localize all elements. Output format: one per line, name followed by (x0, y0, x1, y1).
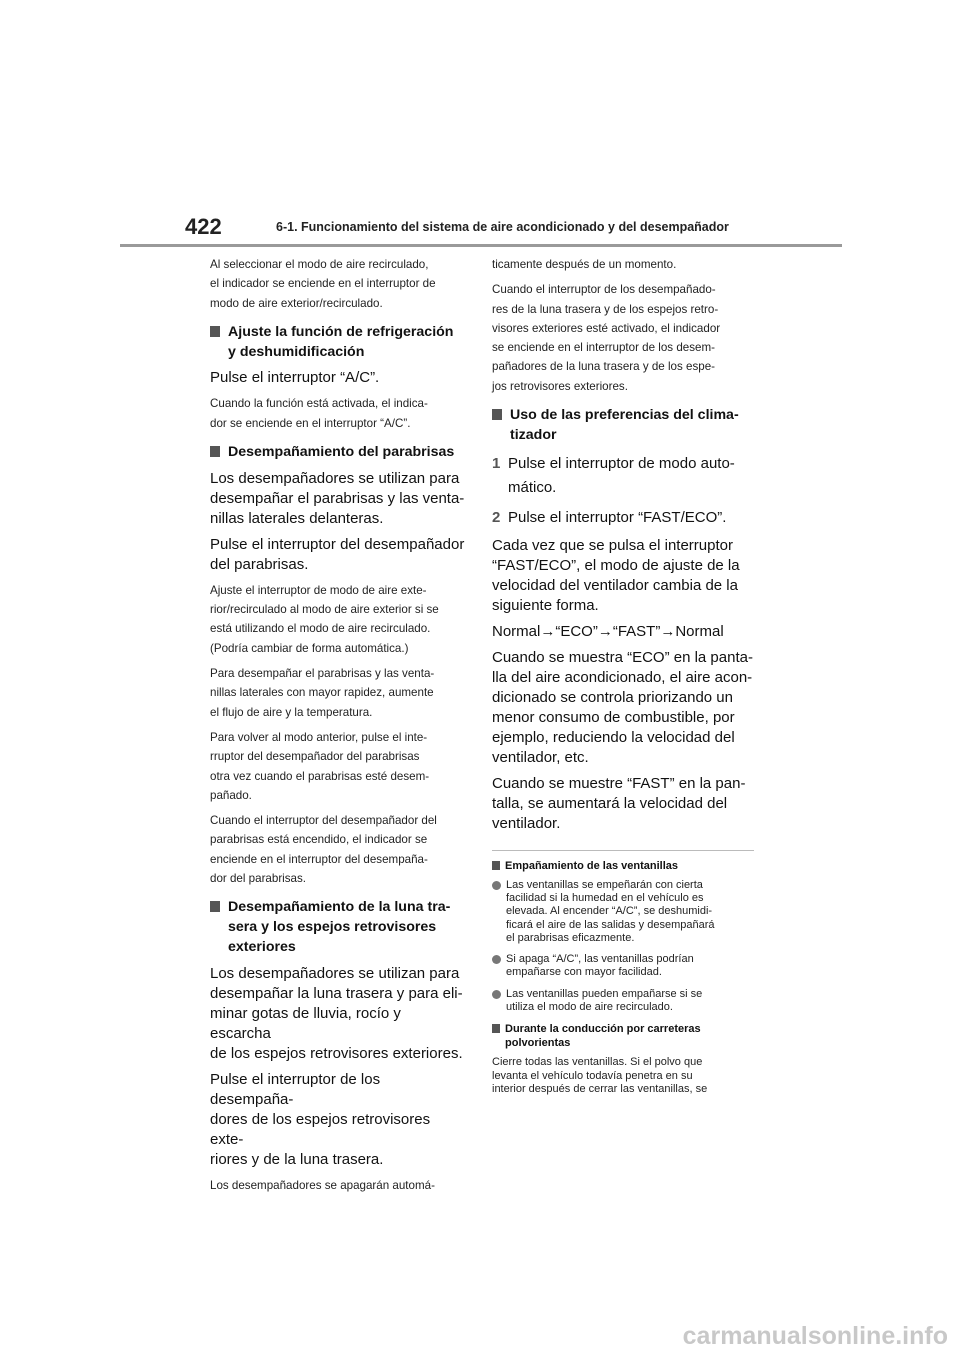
step-number: 2 (492, 508, 501, 526)
text-line: modo de aire exterior/recirculado. (210, 296, 383, 310)
text-line: Si apaga “A/C”, las ventanillas podrían (506, 953, 694, 966)
step-2 (492, 506, 754, 530)
rear-defogger-heading (210, 898, 465, 957)
text-line: el indicador se enciende en el interruptor de (210, 277, 436, 291)
notes-divider (492, 850, 754, 851)
windshield-text-1 (210, 469, 465, 529)
text-line: desempañar el parabrisas y las venta- (210, 489, 465, 507)
rear-defogger-note-continued: ticamente después de un momento. (492, 258, 677, 271)
step-1 (492, 452, 754, 500)
text-line: Cuando el interruptor del desempañador del (210, 814, 437, 828)
windshield-heading (210, 443, 465, 463)
windshield-note-4 (210, 811, 465, 888)
text-line: “FAST/ECO”, el modo de ajuste de la (492, 556, 740, 574)
text-line: nillas laterales con mayor rapidez, aumente (210, 686, 434, 700)
text-line: mático. (508, 478, 557, 496)
preferences-text-3 (492, 774, 754, 834)
text-line: jos retrovisores exteriores. (492, 379, 628, 393)
text-line: facilidad si la humedad en el vehículo es (506, 891, 704, 904)
text-line: empañarse con mayor facilidad. (506, 966, 662, 979)
text-line: Las ventanillas pueden empañarse si se (506, 987, 703, 1000)
list-item (492, 953, 754, 980)
left-column (210, 255, 465, 1201)
square-bullet-icon (210, 326, 220, 337)
text-line: Pulse el interruptor del desempañador (210, 535, 465, 553)
windshield-note-3 (210, 728, 465, 805)
heading-line: sera y los espejos retrovisores (228, 919, 437, 936)
heading-line: Desempañamiento de la luna tra- (228, 899, 451, 916)
heading-line: Uso de las preferencias del clima- (510, 407, 739, 424)
rear-defogger-note-2 (492, 280, 754, 396)
text-line: el flujo de aire y la temperatura. (210, 705, 373, 719)
heading-line: polvorientas (505, 1037, 571, 1050)
text-line: de los espejos retrovisores exteriores. (210, 1044, 463, 1062)
step-number: 1 (492, 454, 501, 472)
text-line: Para desempañar el parabrisas y las venta- (210, 667, 435, 681)
heading-line: y deshumidificación (228, 343, 365, 360)
text-line: ficará el aire de las salidas y desempañará (506, 918, 715, 931)
page-header (0, 0, 960, 250)
window-fogging-heading (492, 859, 754, 873)
text-line: Cuando el interruptor de los desempañado- (492, 283, 716, 297)
text-line: Cuando se muestra “ECO” en la panta- (492, 648, 753, 666)
text-line: otra vez cuando el parabrisas esté desem- (210, 769, 430, 783)
text-line: lla del aire acondicionado, el aire acon- (492, 668, 753, 686)
text-line: parabrisas está encendido, el indicador se (210, 833, 428, 847)
text-line: está utilizando el modo de aire recirculado. (210, 622, 431, 636)
text-line: ventilador. (492, 814, 561, 832)
square-bullet-icon (492, 1024, 500, 1033)
text-line: el parabrisas eficazmente. (506, 931, 635, 944)
text-line: utiliza el modo de aire recirculado. (506, 1001, 673, 1014)
round-bullet-icon (492, 881, 501, 890)
text-line: riores y de la luna trasera. (210, 1150, 384, 1168)
ac-heading (210, 323, 465, 363)
heading-line: Durante la conducción por carreteras (505, 1023, 701, 1036)
ac-note (210, 394, 465, 433)
text-line: nillas laterales delanteras. (210, 509, 384, 527)
round-bullet-icon (492, 990, 501, 999)
text-line: Los desempañadores se utilizan para (210, 964, 460, 982)
text-line: dor del parabrisas. (210, 872, 307, 886)
text-line: (Podría cambiar de forma automática.) (210, 641, 409, 655)
dusty-roads-text (492, 1056, 754, 1096)
text-line: Al seleccionar el modo de aire recirculado, (210, 258, 429, 271)
text-line: Cada vez que se pulsa el interruptor (492, 536, 733, 554)
text-line: del parabrisas. (210, 555, 309, 573)
text-line: Ajuste el interruptor de modo de aire exte- (210, 583, 427, 597)
preferences-text-2 (492, 648, 754, 768)
windshield-text-2 (210, 535, 465, 575)
text-line: interior después de cerrar las ventanillas, se (492, 1082, 708, 1095)
list-item (492, 879, 754, 945)
page-number: 422 (185, 214, 222, 239)
round-bullet-icon (492, 955, 501, 964)
text-line: minar gotas de lluvia, rocío y escarcha (210, 1004, 401, 1042)
text-line: levanta el vehículo todavía penetra en su (492, 1069, 693, 1082)
header-divider (120, 244, 842, 247)
windshield-note-1 (210, 581, 465, 658)
square-bullet-icon (492, 861, 500, 870)
text-line: visores exteriores esté activado, el indicador (492, 321, 721, 335)
text-line: enciende en el interruptor del desempaña- (210, 852, 428, 866)
text-line: Los desempañadores se utilizan para (210, 469, 460, 487)
text-line: Para volver al modo anterior, pulse el inte- (210, 730, 428, 744)
text-line: dicionado se controla priorizando un (492, 688, 733, 706)
rear-defogger-note: Los desempañadores se apagarán automá- (210, 1178, 435, 1192)
text-line: res de la luna trasera y de los espejos retro- (492, 302, 719, 316)
list-item (492, 988, 754, 1015)
text-line: Cierre todas las ventanillas. Si el polvo que (492, 1056, 703, 1069)
heading-line: Empañamiento de las ventanillas (505, 859, 679, 872)
text-line: rruptor del desempañador del parabrisas (210, 750, 420, 764)
text-line: Pulse el interruptor “FAST/ECO”. (508, 508, 727, 526)
heading-line: Desempañamiento del parabrisas (228, 444, 455, 461)
text-line: elevada. Al encender “A/C”, se deshumidi- (506, 905, 713, 918)
text-line: Cuando la función está activada, el indica- (210, 397, 428, 411)
text-line: dores de los espejos retrovisores exte- (210, 1110, 431, 1148)
text-line: Las ventanillas se empeñarán con cierta (506, 878, 703, 891)
text-line: ventilador, etc. (492, 748, 589, 766)
intro-paragraph (210, 255, 465, 313)
preferences-text-1 (492, 536, 754, 616)
right-column (492, 255, 754, 1096)
square-bullet-icon (210, 446, 220, 457)
square-bullet-icon (492, 409, 502, 420)
dusty-roads-heading (492, 1022, 754, 1050)
text-line: rior/recirculado al modo de aire exterior si se (210, 603, 439, 617)
text-line: dor se enciende en el interruptor “A/C”. (210, 416, 411, 430)
ac-instruction: Pulse el interruptor “A/C”. (210, 369, 380, 387)
text-line: pañadores de la luna trasera y de los espe- (492, 360, 715, 374)
climate-preferences-heading (492, 406, 754, 446)
fan-mode-sequence: Normal→“ECO”→“FAST”→Normal (492, 622, 724, 640)
text-line: Pulse el interruptor de modo auto- (508, 454, 735, 472)
text-line: ejemplo, reduciendo la velocidad del (492, 728, 735, 746)
rear-defogger-text-2 (210, 1070, 465, 1170)
watermark: carmanualsonline.info (682, 1322, 948, 1350)
heading-line: Ajuste la función de refrigeración (228, 323, 454, 340)
heading-line: exteriores (228, 938, 296, 955)
text-line: Pulse el interruptor de los desempaña- (210, 1070, 381, 1108)
heading-line: tizador (510, 426, 557, 443)
section-title: 6-1. Funcionamiento del sistema de aire acondicionado y del desempañador (276, 220, 729, 234)
text-line: menor consumo de combustible, por (492, 708, 735, 726)
square-bullet-icon (210, 901, 220, 912)
text-line: se enciende en el interruptor de los desem- (492, 341, 715, 355)
rear-defogger-text-1 (210, 964, 465, 1064)
text-line: velocidad del ventilador cambia de la (492, 576, 738, 594)
text-line: desempañar la luna trasera y para eli- (210, 984, 463, 1002)
text-line: siguiente forma. (492, 596, 599, 614)
text-line: talla, se aumentará la velocidad del (492, 794, 728, 812)
windshield-note-2 (210, 664, 465, 722)
text-line: Cuando se muestre “FAST” en la pan- (492, 774, 746, 792)
text-line: pañado. (210, 788, 252, 802)
